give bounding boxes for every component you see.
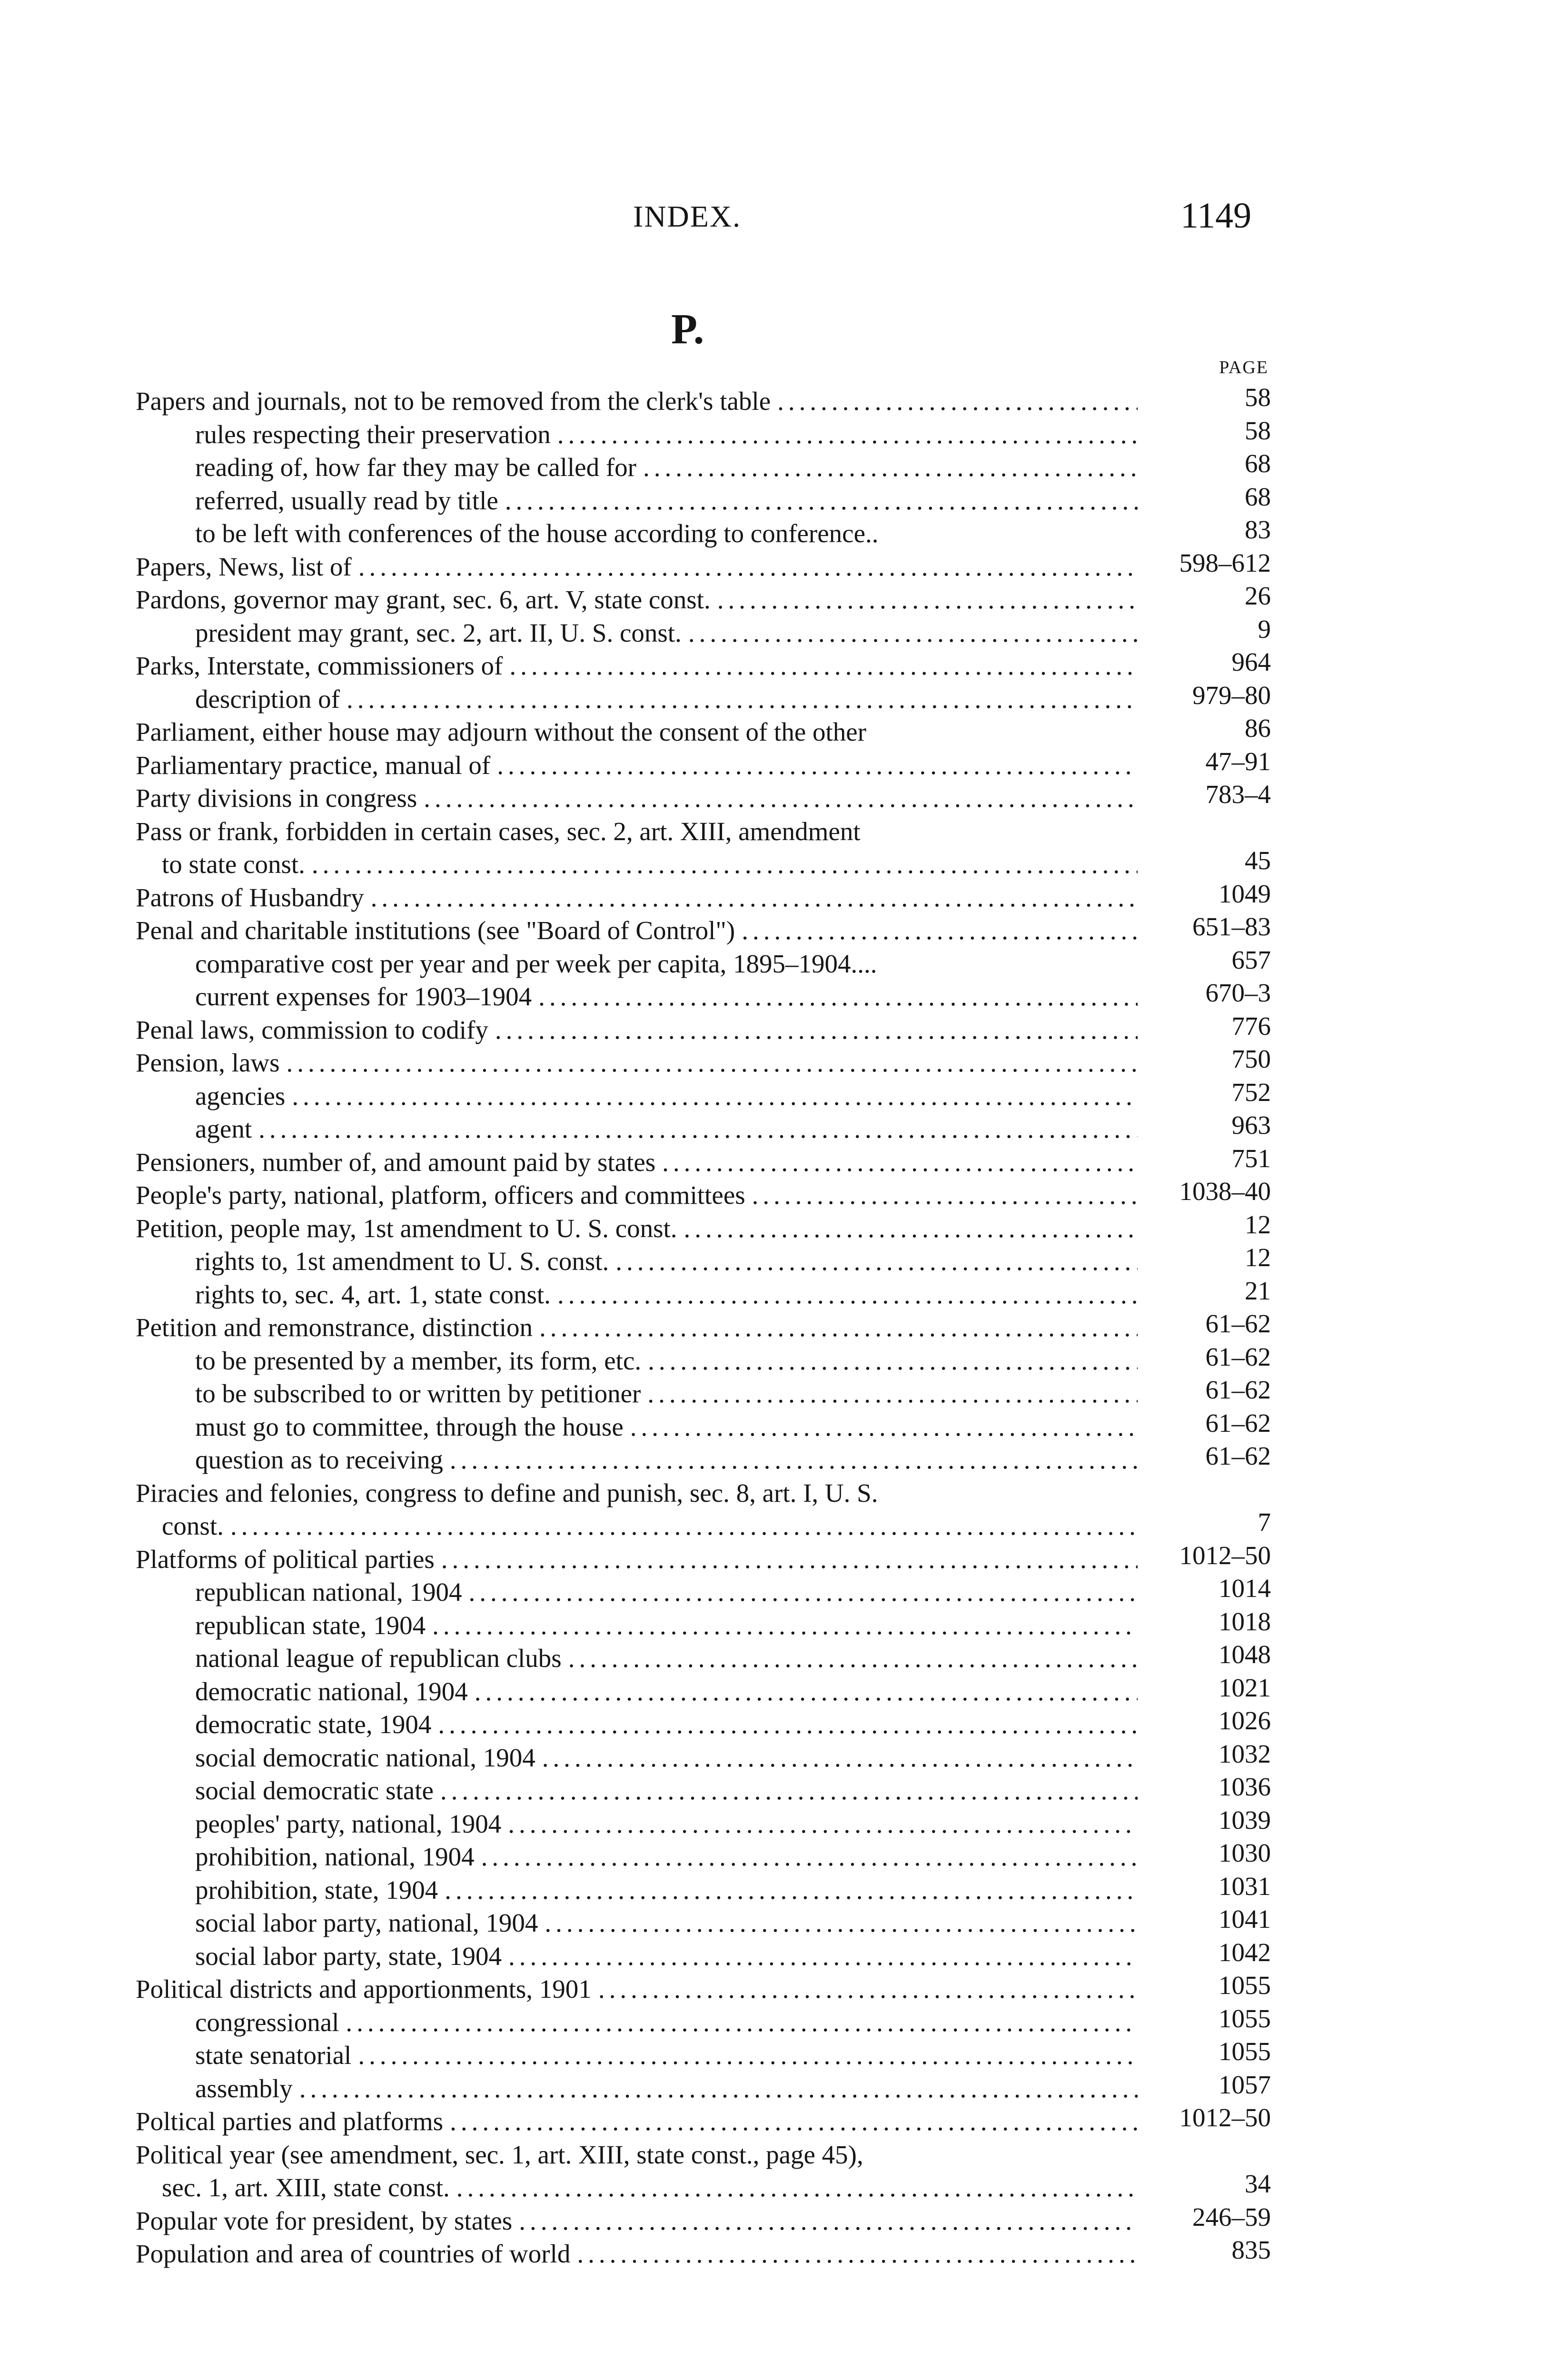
- index-entry: [136, 815, 1271, 848]
- entry-page-reference: 83: [1245, 515, 1271, 544]
- entry-page-reference: 979–80: [1192, 680, 1271, 710]
- entry-label: Piracies and felonies, congress to define and punish, sec. 8, art. I, U. S.: [136, 1478, 878, 1507]
- entry-page-reference: 68: [1245, 482, 1271, 511]
- entry-text-line: [136, 749, 1138, 782]
- index-entry: [136, 1642, 1271, 1675]
- index-entry: [136, 1410, 1271, 1444]
- entry-label: Petition, people may, 1st amendment to U. S. const.: [136, 1213, 677, 1243]
- entry-text-line: [136, 2138, 1138, 2172]
- entry-page-reference: 26: [1245, 581, 1271, 610]
- index-entry: [136, 1179, 1271, 1212]
- index-entry: [136, 1377, 1271, 1410]
- entry-label: Parliamentary practice, manual of: [136, 750, 491, 780]
- index-entry: [136, 2237, 1271, 2271]
- entry-page-reference: 1012–50: [1179, 2103, 1271, 2132]
- dot-leader: [538, 980, 1138, 1013]
- running-title: INDEX.: [633, 199, 742, 233]
- dot-leader: [440, 1774, 1138, 1807]
- entry-page-reference: 61–62: [1205, 1342, 1271, 1371]
- entry-text-line: [136, 2204, 1138, 2238]
- index-entry: [136, 1509, 1271, 1543]
- entry-text-line: [136, 782, 1138, 815]
- entry-page-reference: 58: [1245, 416, 1271, 445]
- dot-leader: [292, 1080, 1138, 1113]
- index-entry: [136, 881, 1271, 914]
- entry-page-reference: 1038–40: [1179, 1177, 1271, 1206]
- entry-text-line: [162, 848, 1138, 881]
- index-entry: [136, 746, 1271, 782]
- entry-page-reference: 1031: [1219, 1871, 1271, 1901]
- entry-label: peoples' party, national, 1904: [195, 1809, 502, 1838]
- entry-label: rights to, 1st amendment to U. S. const.: [195, 1247, 609, 1276]
- dot-leader: [598, 1973, 1138, 2006]
- entry-text-line: [136, 815, 1138, 848]
- entry-text-line: [195, 1874, 1138, 1907]
- index-entry: [136, 385, 1271, 418]
- entry-page-reference: 61–62: [1205, 1309, 1271, 1338]
- dot-leader: [450, 2105, 1138, 2138]
- entry-text-line: [136, 649, 1138, 683]
- dot-leader: [615, 1245, 1138, 1278]
- index-entry: [136, 1606, 1271, 1642]
- dot-leader: [508, 1807, 1138, 1841]
- entry-text-line: [195, 2072, 1138, 2105]
- dot-leader: [258, 1112, 1138, 1146]
- index-entry: [136, 715, 1271, 749]
- entry-text-line: [136, 1311, 1138, 1344]
- index-entry: [136, 484, 1271, 517]
- index-entry: [136, 1477, 1271, 1510]
- index-entry: [136, 1046, 1271, 1080]
- dot-leader: [347, 683, 1138, 716]
- entry-page-reference: 61–62: [1205, 1375, 1271, 1404]
- entry-page-reference: 47–91: [1205, 746, 1271, 776]
- entry-label: democratic national, 1904: [195, 1676, 468, 1706]
- entry-text-line: [195, 1377, 1138, 1410]
- entry-label: social democratic national, 1904: [195, 1743, 535, 1772]
- entry-label: Papers, News, list of: [136, 552, 352, 581]
- dot-leader: [662, 1146, 1138, 1179]
- entry-label: Popular vote for president, by states: [136, 2206, 513, 2235]
- entry-text-line: [195, 1741, 1138, 1775]
- entry-text-line: [136, 1146, 1138, 1179]
- entry-text-line: [195, 1080, 1138, 1113]
- index-entry: [136, 2138, 1271, 2172]
- entry-label: Pass or frank, forbidden in certain cases, sec. 2, art. XIII, amendment: [136, 816, 861, 846]
- entry-page-reference: 86: [1245, 714, 1271, 743]
- dot-leader: [508, 1940, 1138, 1973]
- index-entry: [136, 583, 1271, 616]
- entry-label: rules respecting their preservation: [195, 419, 551, 449]
- entry-page-reference: 45: [1245, 846, 1271, 875]
- dot-leader: [456, 2171, 1138, 2204]
- entry-label: to be presented by a member, its form, etc.: [195, 1346, 642, 1375]
- entry-label: social labor party, state, 1904: [195, 1941, 502, 1971]
- page-number: 1149: [1180, 196, 1252, 236]
- entry-text-line: [195, 1708, 1138, 1741]
- entry-page-reference: 751: [1231, 1143, 1271, 1173]
- dot-leader: [717, 583, 1138, 616]
- index-entries: [136, 385, 1271, 2271]
- dot-leader: [358, 2039, 1138, 2072]
- dot-leader: [230, 1509, 1138, 1543]
- dot-leader: [648, 1344, 1138, 1378]
- entry-page-reference: 21: [1245, 1276, 1271, 1305]
- entry-page-reference: 1039: [1219, 1805, 1271, 1835]
- entry-label: social democratic state: [195, 1776, 434, 1805]
- entry-page-reference: 9: [1258, 614, 1271, 644]
- entry-text-line: [136, 1046, 1138, 1080]
- entry-page-reference: 783–4: [1205, 780, 1271, 809]
- index-entry: [136, 418, 1271, 451]
- entry-text-line: [136, 1477, 1138, 1510]
- index-entry: [136, 451, 1271, 484]
- index-entry: [136, 2171, 1271, 2204]
- entry-text-line: [195, 1940, 1138, 1973]
- entry-text-line: [136, 914, 1138, 947]
- entry-page-reference: 1036: [1219, 1772, 1271, 1801]
- entry-text-line: [195, 1906, 1138, 1940]
- entry-page-reference: 651–83: [1192, 912, 1271, 941]
- entry-page-reference: 835: [1231, 2235, 1271, 2264]
- entry-label: Papers and journals, not to be removed from the clerk's table: [136, 387, 771, 416]
- dot-leader: [519, 2204, 1138, 2238]
- entry-text-line: [195, 451, 1138, 484]
- entry-page-reference: 1055: [1219, 1971, 1271, 2000]
- entry-page-reference: 670–3: [1205, 978, 1271, 1007]
- index-entry: [136, 1741, 1271, 1775]
- entry-page-reference: 12: [1245, 1210, 1271, 1239]
- index-entry: [136, 680, 1271, 716]
- section-letter: P.: [671, 306, 704, 353]
- entry-text-line: [195, 980, 1138, 1013]
- entry-text-line: [195, 1642, 1138, 1675]
- entry-text-line: [195, 1840, 1138, 1874]
- entry-label: Platforms of political parties: [136, 1544, 435, 1574]
- dot-leader: [688, 616, 1138, 650]
- entry-text-line: [136, 2105, 1138, 2138]
- index-entry: [136, 1013, 1271, 1047]
- dot-leader: [424, 782, 1138, 815]
- entry-label: Poltical parties and platforms: [136, 2107, 444, 2136]
- entry-label: People's party, national, platform, officers and committees: [136, 1180, 745, 1210]
- entry-page-reference: 1049: [1219, 879, 1271, 908]
- entry-page-reference: 1055: [1219, 2003, 1271, 2033]
- dot-leader: [545, 1906, 1138, 1940]
- dot-leader: [445, 1874, 1138, 1907]
- index-entry: [136, 980, 1271, 1013]
- entry-page-reference: 1032: [1219, 1739, 1271, 1768]
- entry-page-reference: 1048: [1219, 1640, 1271, 1669]
- index-entry: [136, 1937, 1271, 1973]
- index-entry: [136, 550, 1271, 584]
- index-entry: [136, 1344, 1271, 1378]
- dot-leader: [481, 1840, 1138, 1874]
- entry-page-reference: 1030: [1219, 1838, 1271, 1867]
- dot-leader: [475, 1675, 1138, 1708]
- index-entry: [136, 782, 1271, 815]
- index-entry: [136, 2039, 1271, 2072]
- index-entry: [136, 616, 1271, 650]
- entry-label: Pension, laws: [136, 1048, 280, 1077]
- dot-leader: [777, 385, 1138, 418]
- dot-leader: [643, 451, 1138, 484]
- entry-label: must go to committee, through the house: [195, 1412, 624, 1441]
- entry-text-line: [195, 1675, 1138, 1708]
- entry-page-reference: 61–62: [1205, 1408, 1271, 1438]
- entry-text-line: [195, 683, 1138, 716]
- dot-leader: [647, 1377, 1138, 1410]
- dot-leader: [346, 2006, 1138, 2039]
- index-entry: [136, 2105, 1271, 2138]
- entry-text-line: [136, 1013, 1138, 1047]
- running-head: [0, 195, 1546, 238]
- index-entry: [136, 517, 1271, 550]
- dot-leader: [469, 1576, 1138, 1609]
- entry-label: Penal laws, commission to codify: [136, 1015, 488, 1044]
- entry-page-reference: 12: [1245, 1243, 1271, 1272]
- dot-leader: [312, 848, 1138, 881]
- index-entry: [136, 1443, 1271, 1477]
- entry-page-reference: 34: [1245, 2169, 1271, 2198]
- index-entry: [136, 2204, 1271, 2238]
- index-entry: [136, 1871, 1271, 1907]
- entry-label: republican state, 1904: [195, 1610, 426, 1640]
- index-entry: [136, 1708, 1271, 1741]
- entry-label: referred, usually read by title: [195, 486, 498, 515]
- entry-page-reference: 1021: [1219, 1673, 1271, 1702]
- entry-label: Political year (see amendment, sec. 1, art. XIII, state const., page 45),: [136, 2140, 863, 2169]
- entry-label: Political districts and apportionments, 1901: [136, 1974, 592, 2003]
- entry-text-line: [136, 1179, 1138, 1212]
- dot-leader: [557, 418, 1138, 451]
- entry-label: agencies: [195, 1081, 286, 1111]
- entry-label: Population and area of countries of world: [136, 2239, 571, 2268]
- dot-leader: [287, 1046, 1138, 1080]
- entry-label: const.: [162, 1511, 224, 1540]
- index-entry: [136, 2072, 1271, 2105]
- entry-text-line: [195, 1807, 1138, 1841]
- entry-label: assembly: [195, 2073, 293, 2103]
- index-entry: [136, 1906, 1271, 1940]
- entry-page-reference: 1057: [1219, 2070, 1271, 2099]
- dot-leader: [577, 2237, 1138, 2271]
- page-column-heading: PAGE: [1219, 357, 1269, 377]
- entry-label: rights to, sec. 4, art. 1, state const.: [195, 1279, 551, 1309]
- dot-leader: [539, 1311, 1138, 1344]
- entry-text-line: [195, 1576, 1138, 1609]
- dot-leader: [505, 484, 1138, 517]
- dot-leader: [630, 1410, 1138, 1444]
- dot-leader: [752, 1179, 1138, 1212]
- dot-leader: [438, 1708, 1138, 1741]
- entry-label: Patrons of Husbandry: [136, 883, 364, 912]
- entry-text-line: [195, 517, 1138, 550]
- entry-label: question as to receiving: [195, 1445, 443, 1474]
- dot-leader: [299, 2072, 1138, 2105]
- entry-page-reference: 61–62: [1205, 1441, 1271, 1470]
- entry-text-line: [136, 385, 1138, 418]
- entry-text-line: [136, 1212, 1138, 1245]
- entry-text-line: [195, 1410, 1138, 1444]
- index-entry: [136, 1143, 1271, 1179]
- entry-label: to state const.: [162, 850, 305, 879]
- entry-label: Petition and remonstrance, distinction: [136, 1313, 533, 1342]
- entry-label: to be subscribed to or written by petitioner: [195, 1379, 641, 1408]
- entry-text-line: [162, 1509, 1138, 1543]
- entry-label: agent: [195, 1114, 252, 1143]
- index-entry: [136, 1540, 1271, 1576]
- dot-leader: [684, 1212, 1138, 1245]
- entry-text-line: [195, 1344, 1138, 1378]
- dot-leader: [432, 1609, 1138, 1642]
- entry-text-line: [195, 484, 1138, 517]
- entry-page-reference: 1042: [1219, 1937, 1271, 1967]
- dot-leader: [495, 1013, 1138, 1047]
- entry-text-line: [195, 947, 1138, 981]
- entry-text-line: [136, 1543, 1138, 1576]
- entry-text-line: [195, 1245, 1138, 1278]
- index-entry: [136, 1311, 1271, 1344]
- entry-label: Party divisions in congress: [136, 783, 417, 813]
- entry-page-reference: 68: [1245, 449, 1271, 478]
- index-entry: [136, 2003, 1271, 2039]
- entry-page-reference: 7: [1258, 1507, 1271, 1537]
- index-entry: [136, 914, 1271, 947]
- entry-page-reference: 246–59: [1192, 2202, 1271, 2231]
- entry-text-line: [136, 2237, 1138, 2271]
- index-entry: [136, 1576, 1271, 1609]
- entry-label: state senatorial: [195, 2041, 352, 2070]
- entry-text-line: [195, 616, 1138, 650]
- entry-text-line: [195, 2006, 1138, 2039]
- entry-text-line: [136, 715, 1138, 749]
- index-entry: [136, 1973, 1271, 2006]
- dot-leader: [542, 1741, 1138, 1775]
- entry-text-line: [195, 1609, 1138, 1642]
- entry-text-line: [195, 1112, 1138, 1146]
- entry-text-line: [195, 1774, 1138, 1807]
- entry-label: reading of, how far they may be called for: [195, 453, 636, 482]
- entry-label: republican national, 1904: [195, 1577, 462, 1606]
- entry-label: president may grant, sec. 2, art. II, U. S. const.: [195, 618, 682, 647]
- dot-leader: [557, 1278, 1138, 1311]
- entry-label: prohibition, state, 1904: [195, 1875, 438, 1904]
- entry-label: Pensioners, number of, and amount paid by states: [136, 1147, 656, 1177]
- dot-leader: [509, 649, 1138, 683]
- entry-label: Penal and charitable institutions (see "Board of Control"): [136, 916, 735, 945]
- entry-text-line: [195, 1278, 1138, 1311]
- index-entry: [136, 1212, 1271, 1245]
- entry-label: description of: [195, 684, 340, 714]
- entry-label: congressional: [195, 2007, 339, 2037]
- dot-leader: [371, 881, 1138, 914]
- entry-label: Pardons, governor may grant, sec. 6, art. V, state const.: [136, 585, 711, 614]
- index-entry: [136, 1077, 1271, 1113]
- entry-page-reference: 776: [1231, 1011, 1271, 1041]
- entry-text-line: [136, 583, 1138, 616]
- entry-label: prohibition, national, 1904: [195, 1842, 475, 1871]
- entry-page-reference: 964: [1231, 647, 1271, 676]
- dot-leader: [742, 914, 1138, 947]
- entry-page-reference: 963: [1231, 1111, 1271, 1140]
- entry-page-reference: 1018: [1219, 1606, 1271, 1636]
- index-entry: [136, 1840, 1271, 1874]
- entry-label: current expenses for 1903–1904: [195, 982, 532, 1011]
- entry-text-line: [136, 1973, 1138, 2006]
- index-entry: [136, 947, 1271, 981]
- index-entry: [136, 1112, 1271, 1146]
- entry-page-reference: 657: [1231, 945, 1271, 974]
- entry-page-reference: 1026: [1219, 1706, 1271, 1735]
- index-entry: [136, 1807, 1271, 1841]
- dot-leader: [450, 1443, 1138, 1477]
- index-entry: [136, 649, 1271, 683]
- entry-label: sec. 1, art. XIII, state const.: [162, 2173, 450, 2202]
- entry-label: comparative cost per year and per week per capita, 1895–1904....: [195, 949, 877, 978]
- entry-text-line: [195, 1443, 1138, 1477]
- entry-page-reference: 750: [1231, 1044, 1271, 1073]
- entry-label: democratic state, 1904: [195, 1710, 432, 1739]
- entry-page-reference: 752: [1231, 1077, 1271, 1107]
- dot-leader: [497, 749, 1138, 782]
- index-entry: [136, 1278, 1271, 1311]
- dot-leader: [568, 1642, 1138, 1675]
- entry-page-reference: 1012–50: [1179, 1540, 1271, 1570]
- entry-text-line: [195, 2039, 1138, 2072]
- entry-label: Parliament, either house may adjourn without the consent of the other: [136, 717, 867, 746]
- entry-text-line: [136, 550, 1138, 584]
- entry-label: to be left with conferences of the house according to conference..: [195, 519, 879, 548]
- entry-page-reference: 1041: [1219, 1904, 1271, 1934]
- entry-label: social labor party, national, 1904: [195, 1908, 538, 1937]
- index-entry: [136, 1774, 1271, 1807]
- dot-leader: [441, 1543, 1138, 1576]
- entry-label: national league of republican clubs: [195, 1644, 562, 1673]
- entry-label: Parks, Interstate, commissioners of: [136, 651, 503, 680]
- index-entry: [136, 848, 1271, 881]
- entry-page-reference: 598–612: [1179, 548, 1271, 577]
- entry-page-reference: 1055: [1219, 2037, 1271, 2066]
- entry-text-line: [162, 2171, 1138, 2204]
- dot-leader: [358, 550, 1138, 584]
- entry-page-reference: 58: [1245, 383, 1271, 412]
- entry-text-line: [136, 881, 1138, 914]
- entry-page-reference: 1014: [1219, 1574, 1271, 1603]
- entry-text-line: [195, 418, 1138, 451]
- index-entry: [136, 1675, 1271, 1708]
- index-entry: [136, 1245, 1271, 1278]
